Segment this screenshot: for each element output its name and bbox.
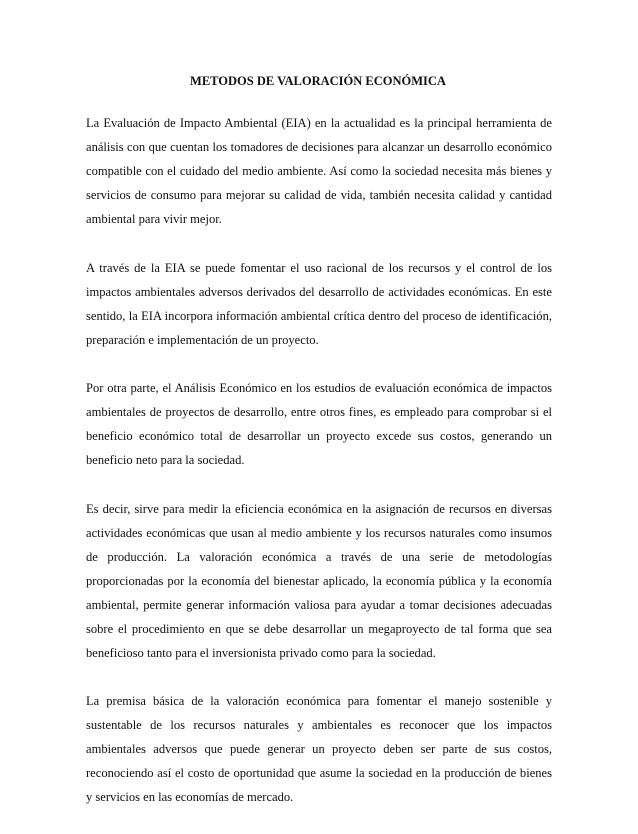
paragraph-economic-analysis: Por otra parte, el Análisis Económico en los estudios de evaluación económica de impactos ambientales de proyectos de desarrollo, entre otros fines, es empleado para comprobar si el beneficio económico total de desarrollar un proyecto excede sus costos, generando un beneficio neto para la sociedad. bbox=[86, 381, 552, 467]
document-title: METODOS DE VALORACIÓN ECONÓMICA bbox=[190, 74, 446, 88]
paragraph-eia-intro: La Evaluación de Impacto Ambiental (EIA) en la actualidad es la principal herramienta de análisis con que cuentan los tomadores de decisiones para alcanzar un desarrollo económico compatible con el cuidado del medio ambiente. Así como la sociedad necesita más bienes y servicios de consumo para mejorar su calidad de vida, también necesita calidad y cantidad ambiental para vivir mejor. bbox=[86, 116, 552, 226]
paragraph-valuation-premise: La premisa básica de la valoración económica para fomentar el manejo sostenible y sustentable de los recursos naturales y ambientales es reconocer que los impactos ambientales adversos que puede generar un proyecto deben ser parte de sus costos, reconociendo así el costo de oportunidad que asume la sociedad en la producción de bienes y servicios en las economías de mercado. bbox=[86, 694, 552, 804]
paragraph-economic-efficiency: Es decir, sirve para medir la eficiencia económica en la asignación de recursos en diversas actividades económicas que usan al medio ambiente y los recursos naturales como insumos de producción. La valoración económica a través de una serie de metodologías proporcionadas por la economía del bienestar aplicado, la economía pública y la economía ambiental, permite generar información valiosa para ayudar a tomar decisiones adecuadas sobre el procedimiento en que se debe desarrollar un megaproyecto de tal forma que sea beneficioso tanto para el inversionista privado como para la sociedad. bbox=[86, 501, 552, 660]
paragraph-eia-resources: A través de la EIA se puede fomentar el uso racional de los recursos y el control de los impactos ambientales adversos derivados del desarrollo de actividades económicas. En este sentido, la EIA incorpora información ambiental crítica dentro del proceso de identificación, preparación e implementación de un proyecto. bbox=[86, 260, 552, 347]
document-body bbox=[86, 111, 552, 834]
